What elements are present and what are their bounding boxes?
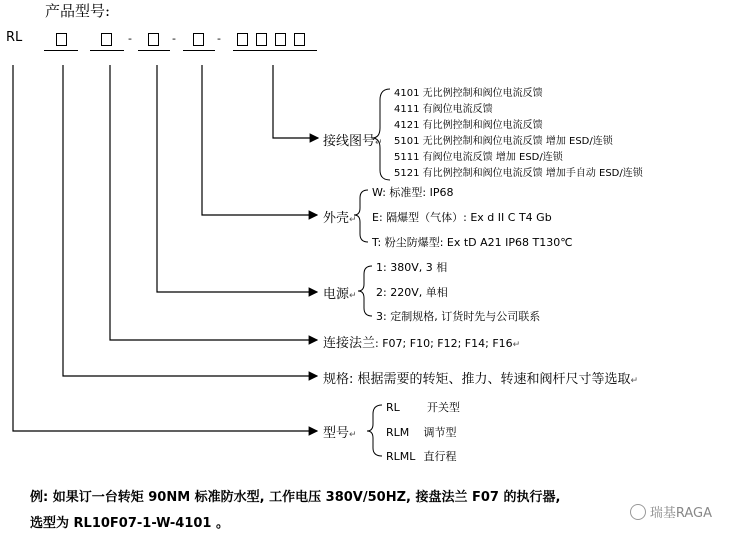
- power-label: 电源↵: [323, 287, 357, 302]
- list-item: RLML 直行程: [386, 450, 457, 463]
- wiring-diagram-label: 接线图号↵: [323, 134, 383, 149]
- enclosure-label: 外壳↵: [323, 211, 357, 226]
- list-item: 4121 有比例控制和阀位电流反馈: [394, 120, 543, 131]
- separator: -: [128, 32, 132, 45]
- list-item: 4111 有阀位电流反馈: [394, 104, 493, 115]
- watermark-text: 瑞基RAGA: [649, 506, 712, 521]
- list-item: 3: 定制规格, 订货时先与公司联系: [376, 310, 541, 323]
- page-title: 产品型号:: [45, 2, 111, 20]
- list-item: 1: 380V, 3 相: [376, 261, 448, 274]
- list-item: 5121 有比例控制和阀位电流反馈 增加手自动 ESD/连锁: [394, 168, 643, 179]
- example-line-2: 选型为 RL10F07-1-W-4101 。: [30, 516, 229, 531]
- model-prefix: RL: [6, 30, 23, 45]
- model-type-label: 型号↵: [323, 426, 357, 441]
- example-line-1: 例: 如果订一台转矩 90NM 标准防水型, 工作电压 380V/50HZ, 接盘法兰 F07 的执行器,: [30, 490, 561, 505]
- list-item: W: 标准型: IP68: [372, 186, 454, 199]
- list-item: T: 粉尘防爆型: Ex tD A21 IP68 T130℃: [372, 236, 573, 249]
- list-item: 5111 有阀位电流反馈 增加 ESD/连锁: [394, 152, 563, 163]
- wechat-icon: [630, 504, 646, 520]
- watermark: [630, 502, 712, 521]
- separator: -: [217, 32, 221, 45]
- list-item: RLM 调节型: [386, 426, 457, 439]
- list-item: 4101 无比例控制和阀位电流反馈: [394, 88, 543, 99]
- flange-label: 连接法兰: F07; F10; F12; F14; F16↵: [323, 336, 521, 351]
- list-item: 5101 无比例控制和阀位电流反馈 增加 ESD/连锁: [394, 136, 613, 147]
- spec-label: 规格: 根据需要的转矩、推力、转速和阀杆尺寸等选取↵: [323, 372, 639, 387]
- list-item: RL 开关型: [386, 401, 460, 414]
- list-item: 2: 220V, 单相: [376, 286, 448, 299]
- separator: -: [172, 32, 176, 45]
- list-item: E: 隔爆型（气体）: Ex d II C T4 Gb: [372, 211, 552, 224]
